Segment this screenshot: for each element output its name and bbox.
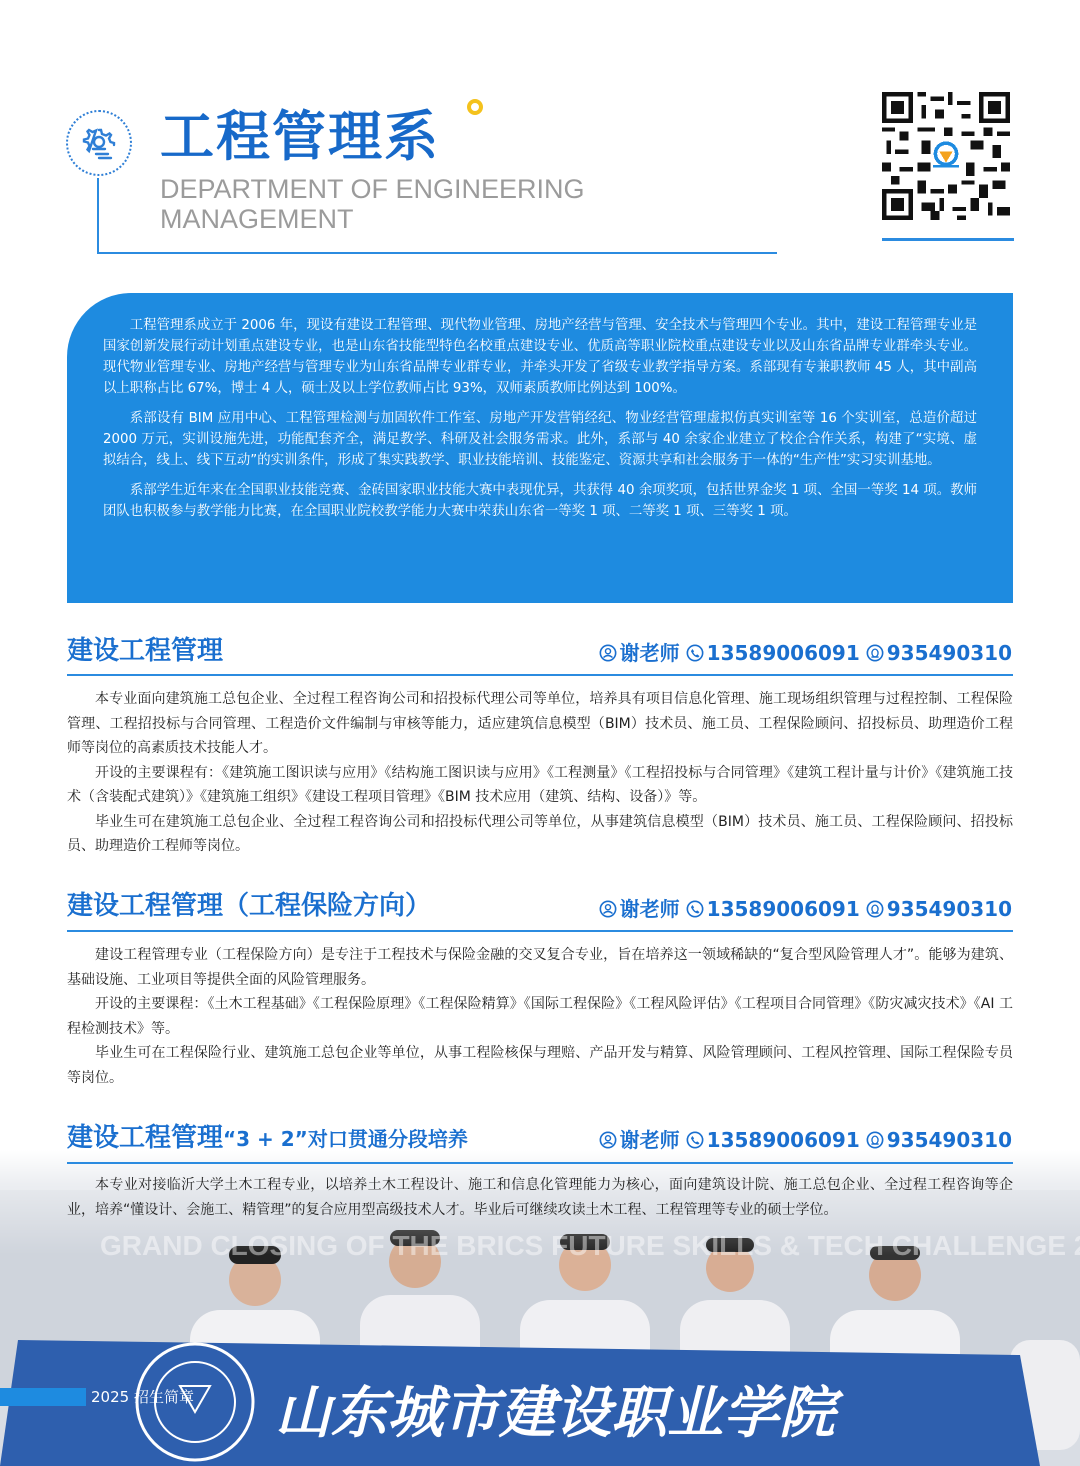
section-paragraph: 本专业对接临沂大学土木工程专业，以培养土木工程设计、施工和信息化管理能力为核心，面向建筑设计院、施工总包企业、全过程工程咨询等企业，培养“懂设计、会施工、精管理”的复合应用型高级技术人才。毕业后可继续攻读土木工程、工程管理等专业的硕士学位。	[67, 1177, 1013, 1218]
contact-info	[593, 1125, 1012, 1155]
banner-text: 山东城市建设职业学院	[275, 1380, 835, 1446]
section-paragraph: 开设的主要课程：《土木工程基础》《工程保险原理》《工程保险精算》《国际工程保险》《工程风险评估》《工程项目合同管理》《防灾减灾技术》《AI 工程检测技术》等。	[67, 996, 1013, 1037]
section-title-suffix: “3 + 2”对口贯通分段培养	[223, 1127, 468, 1151]
contact-phone[interactable]: 13589006091	[706, 1128, 860, 1152]
phone-icon	[686, 900, 704, 918]
contact-name: 谢老师	[619, 641, 680, 665]
contact-name: 谢老师	[619, 897, 680, 921]
qq-icon	[866, 900, 884, 918]
decorative-ring-icon	[467, 99, 483, 115]
section-paragraph: 毕业生可在建筑施工总包企业、全过程工程咨询公司和招投标代理公司等单位，从事建筑信息模型（BIM）技术员、施工员、工程保险顾问、招投标员、助理造价工程师等岗位。	[67, 813, 1013, 854]
gear-badge	[66, 110, 132, 176]
section-title: 建设工程管理	[67, 636, 224, 666]
header-horizontal-line	[97, 252, 777, 254]
section-title-main: 建设工程管理	[67, 1123, 224, 1153]
page-title: 工程管理系	[160, 105, 440, 168]
contact-phone[interactable]: 13589006091	[706, 641, 860, 665]
phone-icon	[686, 644, 704, 662]
contact-name: 谢老师	[619, 1128, 680, 1152]
gear-icon	[79, 123, 119, 163]
contact-qq[interactable]: 935490310	[886, 1128, 1012, 1152]
contact-info	[593, 638, 1012, 668]
section-paragraph: 毕业生可在工程保险行业、建筑施工总包企业等单位，从事工程险核保与理赔、产品开发与精算、风险管理顾问、工程风控管理、国际工程保险专员等岗位。	[67, 1045, 1013, 1086]
intro-panel	[67, 293, 1013, 603]
section-body	[67, 687, 1013, 859]
person-icon	[599, 1131, 617, 1149]
page-subtitle-en: DEPARTMENT OF ENGINEERING MANAGEMENT	[160, 174, 585, 234]
intro-paragraph: 系部学生近年来在全国职业技能竞赛、金砖国家职业技能大赛中表现优异，共获得 40 余项奖项，包括世界金奖 1 项、全国一等奖 14 项。教师团队也积极参与教学能力比赛，在全国职业院校教学能力大赛中荣获山东省一等奖 1 项、二等奖 1 项、三等奖 1 项。	[103, 483, 977, 519]
section-divider	[67, 1162, 1013, 1164]
section-body	[67, 1173, 1013, 1222]
contact-qq[interactable]: 935490310	[886, 897, 1012, 921]
qr-code-icon[interactable]	[882, 92, 1010, 220]
qq-icon	[866, 1131, 884, 1149]
section-divider	[67, 674, 1013, 676]
contact-info	[593, 894, 1012, 924]
header-vertical-line	[97, 178, 99, 254]
footer-label: 2025 招生简章	[91, 1388, 194, 1406]
phone-icon	[686, 1131, 704, 1149]
section-paragraph: 建设工程管理专业（工程保险方向）是专注于工程技术与保险金融的交叉复合专业，旨在培养这一领域稀缺的“复合型风险管理人才”。能够为建筑、基础设施、工业项目等提供全面的风险管理服务。	[67, 947, 1013, 988]
contact-qq[interactable]: 935490310	[886, 641, 1012, 665]
person-icon	[599, 900, 617, 918]
section-body	[67, 943, 1013, 1090]
qr-underline	[882, 238, 1014, 241]
qq-icon	[866, 644, 884, 662]
section-title: 建设工程管理（工程保险方向）	[67, 891, 432, 921]
person-icon	[599, 644, 617, 662]
section-divider	[67, 930, 1013, 932]
contact-phone[interactable]: 13589006091	[706, 897, 860, 921]
footer-bar	[0, 1388, 86, 1406]
section-paragraph: 开设的主要课程有：《建筑施工图识读与应用》《结构施工图识读与应用》《工程测量》《工程招投标与合同管理》《建筑工程计量与计价》《建筑施工技术（含装配式建筑）》《建筑施工组织》《建设工程项目管理》《BIM 技术应用（建筑、结构、设备）》等。	[67, 764, 1013, 805]
intro-paragraph: 系部设有 BIM 应用中心、工程管理检测与加固软件工作室、房地产开发营销经纪、物业经营管理虚拟仿真实训室等 16 个实训室，总造价超过 2000 万元，实训设施先进，功能配套齐全，满足教学、科研及社会服务需求。此外，系部与 40 余家企业建立了校企合作关系，构建了“实境、虚拟结合，线上、线下互动”的实训条件，形成了集实践教学、职业技能培训、技能鉴定、资源共享和社会服务于一体的“生产性”实习实训基地。	[103, 411, 977, 468]
intro-paragraph: 工程管理系成立于 2006 年，现设有建设工程管理、现代物业管理、房地产经营与管理、安全技术与管理四个专业。其中，建设工程管理专业是国家创新发展行动计划重点建设专业，也是山东省技能型特色名校重点建设专业、优质高等职业院校重点建设专业以及山东省品牌专业群牵头专业。现代物业管理专业、房地产经营与管理专业为山东省品牌专业群专业，并牵头开发了省级专业教学指导方案。系部现有专兼职教师 45 人，其中副高以上职称占比 67%，博士 4 人，硕士及以上学位教师占比 93%，双师素质教师比例达到 100%。	[103, 318, 977, 396]
section-paragraph: 本专业面向建筑施工总包企业、全过程工程咨询公司和招投标代理公司等单位，培养具有项目信息化管理、施工现场组织管理与过程控制、工程保险管理、工程招投标与合同管理、工程造价文件编制与审核等能力，适应建筑信息模型（BIM）技术员、施工员、工程保险顾问、招投标员、助理造价工程师等岗位的高素质技术技能人才。	[67, 691, 1013, 756]
section-title	[67, 1121, 468, 1156]
